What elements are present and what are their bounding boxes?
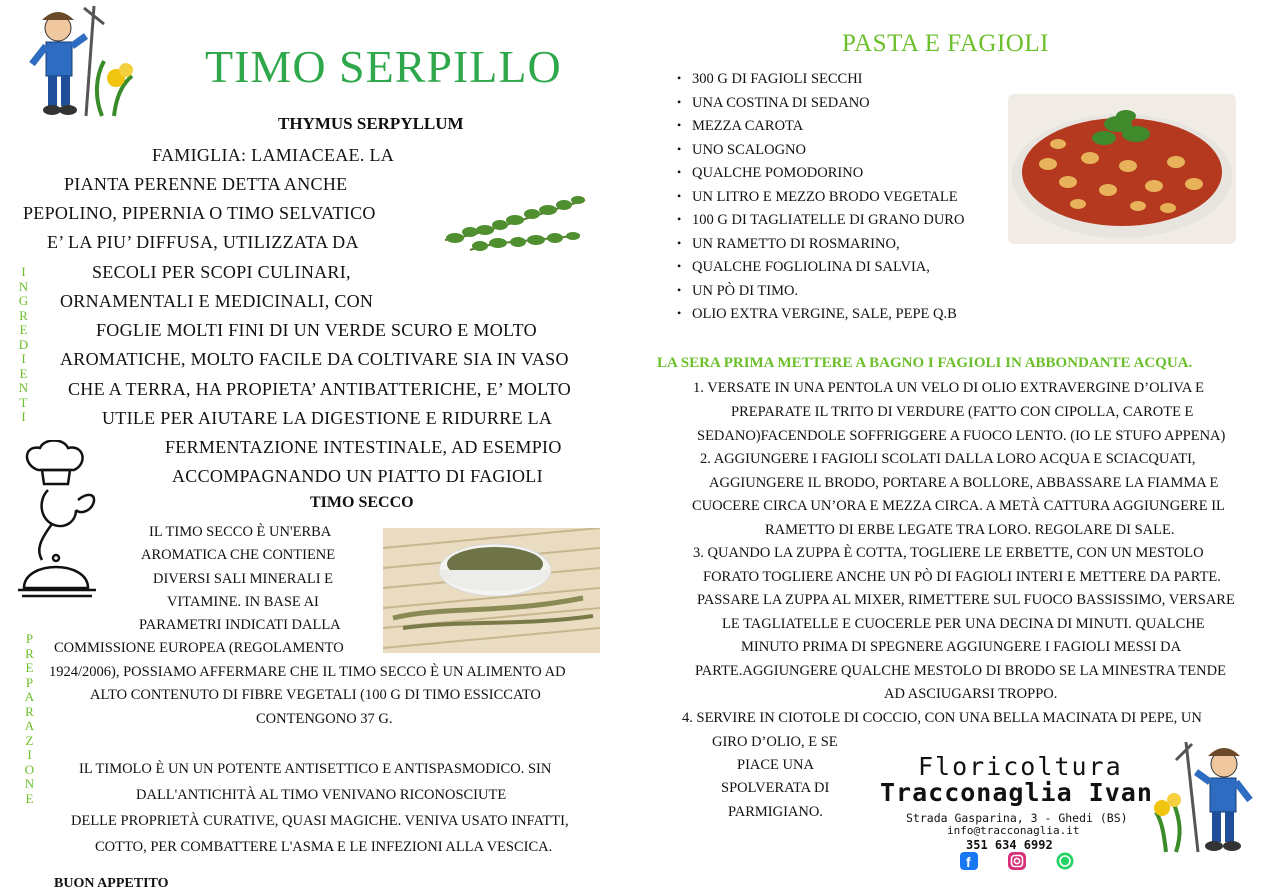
step-line: MINUTO PRIMA DI SPEGNERE AGGIUNGERE I FAGIOLI MESSI DA <box>741 639 1182 655</box>
ingredient-item: • 300 G DI FAGIOLI SECCHI <box>677 71 964 95</box>
thymol-line: IL TIMOLO È UN UN POTENTE ANTISETTICO E ANTISPASMODICO. SIN <box>79 761 552 777</box>
thymol-line: DALL'ANTICHITÀ AL TIMO VENIVANO RICONOSCIUTE <box>136 787 507 803</box>
step-line: FORATO TOGLIERE ANCHE UN PÒ DI FAGIOLI INTERI E METTERE DA PARTE. <box>703 569 1221 585</box>
svg-text:f: f <box>966 854 971 870</box>
vertical-letter: I <box>21 351 27 366</box>
recipe-title: PASTA E FAGIOLI <box>842 30 1049 57</box>
ingredient-item: • QUALCHE POMODORINO <box>677 165 964 189</box>
dry-line: PARAMETRI INDICATI DALLA <box>139 617 341 633</box>
intro-line: AROMATICHE, MOLTO FACILE DA COLTIVARE SIA IN VASO <box>60 349 569 369</box>
thymol-line: COTTO, PER COMBATTERE L'ASMA E LE INFEZIONI ALLA VESCICA. <box>95 839 553 855</box>
intro-line: CHE A TERRA, HA PROPIETA’ ANTIBATTERICHE, E’ MOLTO <box>68 379 572 399</box>
facebook-icon[interactable] <box>960 852 978 870</box>
vertical-label-ingredienti <box>18 265 30 425</box>
vertical-letter: N <box>24 776 36 791</box>
vertical-letter: E <box>25 790 35 806</box>
intro-line: UTILE PER AIUTARE LA DIGESTIONE E RIDURRE LA <box>102 408 553 428</box>
step-line: GIRO D’OLIO, E SE <box>712 734 838 750</box>
intro-line: ACCOMPAGNANDO UN PIATTO DI FAGIOLI <box>172 466 543 486</box>
step-line: 1. VERSATE IN UNA PENTOLA UN VELO DI OLIO EXTRAVERGINE D’OLIVA E <box>693 380 1204 396</box>
dry-line: VITAMINE. IN BASE AI <box>167 594 319 610</box>
step-line: AD ASCIUGARSI TROPPO. <box>884 686 1058 702</box>
step-line: CUOCERE CIRCA UN’ORA E MEZZA CIRCA. A METÀ CATTURA AGGIUNGERE IL <box>692 498 1225 514</box>
vertical-letter: A <box>24 718 36 733</box>
ingredient-item: • MEZZA CAROTA <box>677 118 964 142</box>
vertical-letter: I <box>27 747 33 762</box>
vertical-letter: E <box>19 365 29 381</box>
dry-line: ALTO CONTENUTO DI FIBRE VEGETALI (100 G DI TIMO ESSICCATO <box>90 687 541 703</box>
thymol-line: DELLE PROPRIETÀ CURATIVE, QUASI MAGICHE. VENIVA USATO INFATTI, <box>71 813 569 829</box>
vertical-letter: D <box>18 336 30 352</box>
step-line: LE TAGLIATELLE E CUOCERLE PER UNA DECINA DI MINUTI. QUALCHE <box>722 616 1205 632</box>
page-title: TIMO SERPILLO <box>205 41 562 92</box>
instagram-icon[interactable] <box>1008 852 1026 870</box>
brand-phone: 351 634 6992 <box>966 838 1053 852</box>
chef-illustration <box>18 440 104 610</box>
intro-line: ORNAMENTALI E MEDICINALI, CON <box>60 291 374 311</box>
vertical-letter: I <box>21 264 27 279</box>
brand-name-line1: Floricoltura <box>918 752 1123 781</box>
ingredient-item: • 100 G DI TAGLIATELLE DI GRANO DURO <box>677 212 964 236</box>
ingredient-item: • UNA COSTINA DI SEDANO <box>677 95 964 119</box>
step-line: PREPARATE IL TRITO DI VERDURE (FATTO CON CIPOLLA, CAROTE E <box>731 404 1194 420</box>
farmer-mascot-illustration <box>1152 742 1256 854</box>
step-line: PARMIGIANO. <box>728 804 823 820</box>
step-line: AGGIUNGERE IL BRODO, PORTARE A BOLLORE, ABBASSARE LA FIAMMA E <box>709 475 1219 491</box>
ingredient-item: • UN RAMETTO DI ROSMARINO, <box>677 236 964 260</box>
ingredient-item: • UNO SCALOGNO <box>677 142 964 166</box>
ingredient-item: • UN PÒ DI TIMO. <box>677 283 964 307</box>
dried-thyme-title: TIMO SECCO <box>310 494 414 511</box>
vertical-letter: E <box>25 660 35 675</box>
dry-line: COMMISSIONE EUROPEA (REGOLAMENTO <box>54 640 344 656</box>
ingredients-list <box>677 71 964 330</box>
farmer-mascot-illustration <box>24 6 134 118</box>
vertical-letter: R <box>25 703 35 719</box>
dried-thyme-image <box>383 528 600 653</box>
intro-line: E’ LA PIU’ DIFFUSA, UTILIZZATA DA <box>47 232 359 252</box>
pasta-fagioli-image <box>1008 94 1236 244</box>
whatsapp-icon[interactable] <box>1056 852 1074 870</box>
vertical-label-preparazione <box>24 632 36 806</box>
vertical-letter: A <box>24 689 36 704</box>
ingredient-item: • UN LITRO E MEZZO BRODO VEGETALE <box>677 189 964 213</box>
intro-line: FOGLIE MOLTI FINI DI UN VERDE SCURO E MOLTO <box>96 320 537 340</box>
vertical-letter: P <box>25 631 35 646</box>
vertical-letter: E <box>19 322 29 337</box>
dry-line: CONTENGONO 37 G. <box>256 711 393 727</box>
vertical-letter: T <box>19 394 29 410</box>
step-line: SPOLVERATA DI <box>721 780 830 796</box>
step-line: PARTE.AGGIUNGERE QUALCHE MESTOLO DI BRODO SE LA MINESTRA TENDE <box>695 663 1226 679</box>
vertical-letter: P <box>25 674 35 690</box>
brand-name-line2: Tracconaglia Ivan <box>880 778 1153 807</box>
step-line: RAMETTO DI ERBE LEGATE TRA LORO. REGOLARE DI SALE. <box>765 522 1175 538</box>
intro-line: PEPOLINO, PIPERNIA O TIMO SELVATICO <box>23 203 376 223</box>
step-line: SEDANO)FACENDOLE SOFFRIGGERE A FUOCO LENTO. (IO LE STUFO APPENA) <box>697 428 1226 444</box>
ingredient-item: • QUALCHE FOGLIOLINA DI SALVIA, <box>677 259 964 283</box>
vertical-letter: R <box>25 645 35 661</box>
dry-line: IL TIMO SECCO È UN'ERBA <box>149 524 332 540</box>
brand-address: Strada Gasparina, 3 - Ghedi (BS) <box>906 811 1128 825</box>
fresh-thyme-image <box>440 180 590 262</box>
step-line: 2. AGGIUNGERE I FAGIOLI SCOLATI DALLA LORO ACQUA E SCIACQUATI, <box>700 451 1196 467</box>
preparation-heading: LA SERA PRIMA METTERE A BAGNO I FAGIOLI IN ABBONDANTE ACQUA. <box>657 355 1193 371</box>
step-line: PIACE UNA <box>737 757 814 773</box>
ingredient-item: • OLIO EXTRA VERGINE, SALE, PEPE Q.B <box>677 306 964 330</box>
vertical-letter: O <box>24 761 36 777</box>
vertical-letter: G <box>18 293 30 308</box>
step-line: PASSARE LA ZUPPA AL MIXER, RIMETTERE SUL FUOCO BASSISSIMO, VERSARE <box>697 592 1235 608</box>
closing-text: BUON APPETITO <box>54 876 169 891</box>
vertical-letter: N <box>18 380 30 395</box>
dry-line: AROMATICA CHE CONTIENE <box>141 547 336 563</box>
vertical-letter: R <box>19 307 29 323</box>
dry-line: DIVERSI SALI MINERALI E <box>153 571 334 587</box>
scientific-name: THYMUS SERPYLLUM <box>278 114 464 133</box>
intro-line: FAMIGLIA: LAMIACEAE. LA <box>152 145 395 165</box>
vertical-letter: I <box>21 409 27 424</box>
brand-email: info@tracconaglia.it <box>947 824 1080 837</box>
intro-line: SECOLI PER SCOPI CULINARI, <box>92 262 351 282</box>
intro-line: PIANTA PERENNE DETTA ANCHE <box>64 174 348 194</box>
dry-line: 1924/2006), POSSIAMO AFFERMARE CHE IL TIMO SECCO È UN ALIMENTO AD <box>49 664 566 680</box>
step-line: 3. QUANDO LA ZUPPA È COTTA, TOGLIERE LE ERBETTE, CON UN MESTOLO <box>693 545 1204 561</box>
step-line: 4. SERVIRE IN CIOTOLE DI COCCIO, CON UNA BELLA MACINATA DI PEPE, UN <box>682 710 1202 726</box>
vertical-letter: Z <box>25 732 35 748</box>
vertical-letter: N <box>18 278 30 294</box>
intro-line: FERMENTAZIONE INTESTINALE, AD ESEMPIO <box>165 437 562 457</box>
